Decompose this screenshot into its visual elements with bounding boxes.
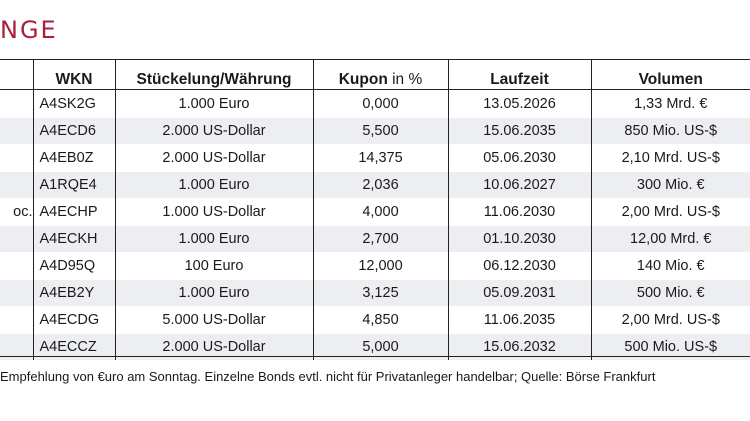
coupon-cell: 4,000 xyxy=(313,199,448,226)
denomination-cell: 2.000 US-Dollar xyxy=(115,334,313,361)
footnote: Empfehlung von €uro am Sonntag. Einzelne Bonds evtl. nicht für Privatanleger handelbar; Quelle: Börse Frankfurt xyxy=(0,369,656,384)
volume-cell: 2,00 Mrd. US-$ xyxy=(591,199,750,226)
denomination-cell: 2.000 US-Dollar xyxy=(115,118,313,145)
volume-cell: 500 Mio. € xyxy=(591,280,750,307)
coupon-cell: 0,000 xyxy=(313,91,448,118)
coupon-cell: 5,500 xyxy=(313,118,448,145)
wkn-cell: A4SK2G xyxy=(33,91,115,118)
wkn-cell: A4ECCZ xyxy=(33,334,115,361)
maturity-cell: 11.06.2035 xyxy=(448,307,591,334)
maturity-cell: 13.05.2026 xyxy=(448,91,591,118)
volume-cell: 140 Mio. € xyxy=(591,253,750,280)
wkn-cell: A4EB2Y xyxy=(33,280,115,307)
table-row xyxy=(0,280,750,307)
denomination-cell: 2.000 US-Dollar xyxy=(115,145,313,172)
bottom-rule xyxy=(0,356,750,357)
table-row xyxy=(0,199,750,226)
table-row xyxy=(0,253,750,280)
table-row xyxy=(0,172,750,199)
table-header-row xyxy=(0,60,750,91)
issuer-cell xyxy=(0,91,33,118)
denomination-cell: 100 Euro xyxy=(115,253,313,280)
denomination-cell: 1.000 Euro xyxy=(115,91,313,118)
wkn-cell: A4EB0Z xyxy=(33,145,115,172)
header-denomination: Stückelung/Währung xyxy=(115,60,313,91)
volume-cell: 1,33 Mrd. € xyxy=(591,91,750,118)
maturity-cell: 06.12.2030 xyxy=(448,253,591,280)
header-coupon-unit: in % xyxy=(392,71,423,88)
coupon-cell: 4,850 xyxy=(313,307,448,334)
volume-cell: 300 Mio. € xyxy=(591,172,750,199)
maturity-cell: 05.09.2031 xyxy=(448,280,591,307)
denomination-cell: 5.000 US-Dollar xyxy=(115,307,313,334)
volume-cell: 12,00 Mrd. € xyxy=(591,226,750,253)
table-row xyxy=(0,226,750,253)
table-row xyxy=(0,118,750,145)
table-row xyxy=(0,307,750,334)
issuer-cell xyxy=(0,280,33,307)
bonds-table xyxy=(0,60,750,360)
section-heading: NGE xyxy=(0,16,58,44)
denomination-cell: 1.000 US-Dollar xyxy=(115,199,313,226)
maturity-cell: 10.06.2027 xyxy=(448,172,591,199)
coupon-cell: 3,125 xyxy=(313,280,448,307)
header-wkn: WKN xyxy=(33,60,115,91)
volume-cell: 500 Mio. US-$ xyxy=(591,334,750,361)
wkn-cell: A4ECD6 xyxy=(33,118,115,145)
header-maturity: Laufzeit xyxy=(448,60,591,91)
table-row xyxy=(0,145,750,172)
wkn-cell: A4ECKH xyxy=(33,226,115,253)
coupon-cell: 14,375 xyxy=(313,145,448,172)
maturity-cell: 15.06.2035 xyxy=(448,118,591,145)
issuer-cell xyxy=(0,172,33,199)
header-coupon-label: Kupon xyxy=(338,71,388,88)
maturity-cell: 11.06.2030 xyxy=(448,199,591,226)
coupon-cell: 12,000 xyxy=(313,253,448,280)
issuer-cell xyxy=(0,145,33,172)
wkn-cell: A4D95Q xyxy=(33,253,115,280)
denomination-cell: 1.000 Euro xyxy=(115,172,313,199)
header-issuer xyxy=(0,60,33,91)
header-coupon xyxy=(313,60,448,91)
wkn-cell: A1RQE4 xyxy=(33,172,115,199)
coupon-cell: 2,700 xyxy=(313,226,448,253)
volume-cell: 850 Mio. US-$ xyxy=(591,118,750,145)
issuer-cell xyxy=(0,307,33,334)
maturity-cell: 15.06.2032 xyxy=(448,334,591,361)
maturity-cell: 05.06.2030 xyxy=(448,145,591,172)
denomination-cell: 1.000 Euro xyxy=(115,280,313,307)
issuer-cell xyxy=(0,226,33,253)
denomination-cell: 1.000 Euro xyxy=(115,226,313,253)
coupon-cell: 5,000 xyxy=(313,334,448,361)
volume-cell: 2,10 Mrd. US-$ xyxy=(591,145,750,172)
maturity-cell: 01.10.2030 xyxy=(448,226,591,253)
issuer-cell xyxy=(0,118,33,145)
issuer-cell xyxy=(0,253,33,280)
issuer-cell: oc. xyxy=(0,199,33,226)
volume-cell: 2,00 Mrd. US-$ xyxy=(591,307,750,334)
coupon-cell: 2,036 xyxy=(313,172,448,199)
header-volume: Volumen xyxy=(591,60,750,91)
table-row xyxy=(0,91,750,118)
wkn-cell: A4ECDG xyxy=(33,307,115,334)
wkn-cell: A4ECHP xyxy=(33,199,115,226)
